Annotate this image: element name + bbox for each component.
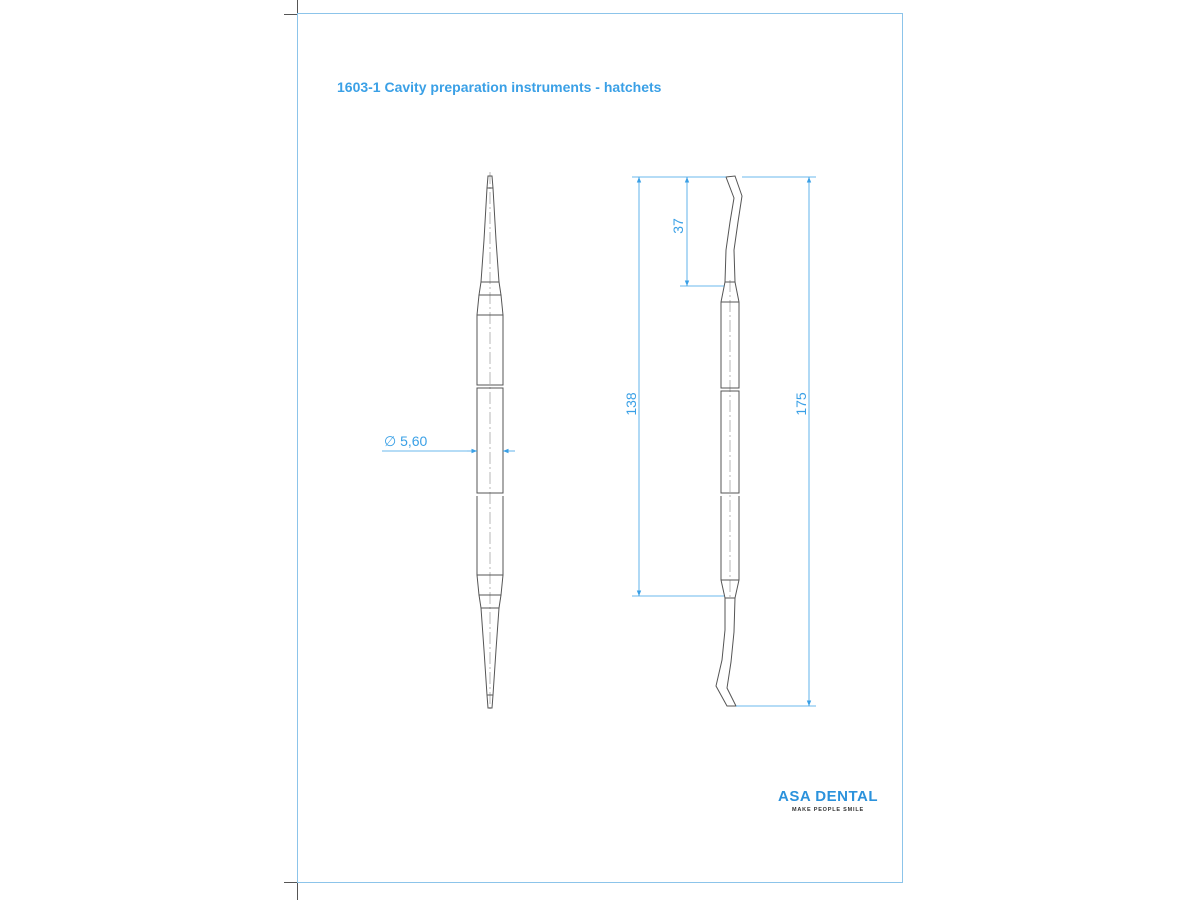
dimension-138 bbox=[632, 177, 724, 596]
front-lower-tip bbox=[479, 595, 501, 708]
dimension-175-label: 175 bbox=[793, 392, 809, 416]
side-upper-working-end bbox=[725, 176, 742, 282]
side-view bbox=[716, 176, 742, 706]
side-lower-working-end bbox=[716, 598, 736, 706]
diameter-dimension bbox=[382, 433, 515, 451]
front-view bbox=[477, 172, 503, 712]
drawing-title: 1603-1 Cavity preparation instruments - hatchets bbox=[337, 79, 662, 95]
dimension-37-label: 37 bbox=[670, 218, 686, 234]
dimension-138-label: 138 bbox=[623, 392, 639, 416]
dimension-175 bbox=[736, 177, 816, 706]
brand-slogan: MAKE PEOPLE SMILE bbox=[792, 807, 864, 813]
diameter-label: ∅ 5,60 bbox=[384, 433, 428, 449]
dimension-37 bbox=[680, 177, 726, 286]
brand-name: ASA DENTAL bbox=[778, 788, 878, 805]
brand-logo bbox=[778, 789, 878, 813]
